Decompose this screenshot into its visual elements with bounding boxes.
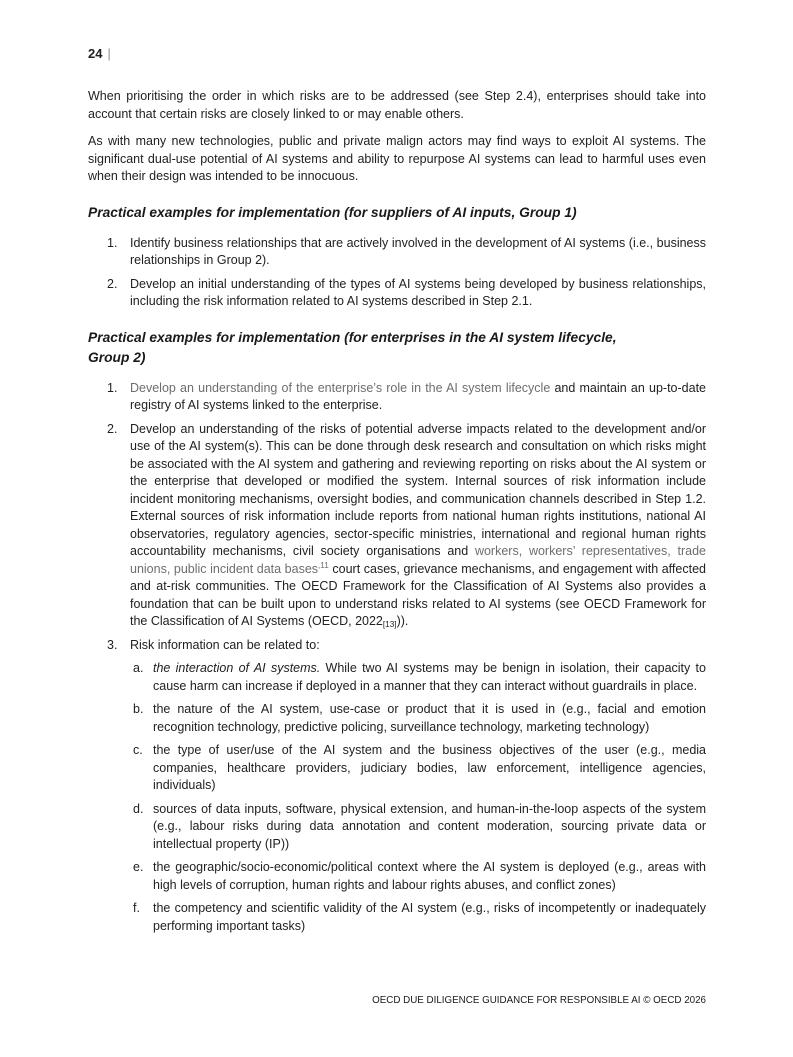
item-letter: b.	[133, 702, 144, 716]
sublist-item-d	[88, 801, 706, 854]
item-text: Develop an initial understanding of the types of AI systems being developed by business relationships, including the risk information related to AI systems described in Step 2.1.	[130, 276, 706, 308]
heading-group2	[88, 328, 706, 368]
page-number: 24	[88, 46, 103, 61]
list-item-g2-3	[88, 637, 706, 655]
item-letter: f.	[133, 901, 140, 915]
item-text: sources of data inputs, software, physical extension, and human-in-the-loop aspects of the system (e.g., labour risks during data annotation and content moderation, sourcing private data or intellectual property (IP))	[153, 801, 706, 851]
list-group2	[88, 380, 706, 936]
list-item-g2-2	[88, 421, 706, 631]
cross-reference-text: workers, workers’ representatives, trade unions, public incident data bases	[130, 544, 706, 576]
header-divider: |	[107, 47, 111, 61]
paragraph-risk-prioritisation: When prioritising the order in which risks are to be addressed (see Step 2.4), enterprises should take into account that certain risks are closely linked to or may enable others.	[88, 89, 706, 121]
item-text: Identify business relationships that are actively involved in the development of AI systems (i.e., business relationships in Group 2).	[130, 235, 706, 267]
item-text: the geographic/socio-economic/political context where the AI system is deployed (e.g., areas with high levels of corruption, human rights and labour rights abuses, and conflict zones)	[153, 860, 706, 892]
item-text	[153, 660, 706, 695]
item-text-rest: While two AI systems may be benign in isolation, their capacity to cause harm can increase if deployed in a manner that they can interact without guardrails in place.	[153, 661, 706, 693]
sublist-item-c	[88, 742, 706, 795]
page-header	[88, 46, 706, 62]
item-text	[130, 380, 706, 415]
list-item-g1-1	[88, 235, 706, 270]
item-letter: e.	[133, 860, 144, 874]
item-letter: d.	[133, 801, 144, 816]
sublist-item-e	[88, 859, 706, 894]
page-content	[88, 46, 706, 941]
item-text-part3: )).	[396, 614, 409, 628]
footnote-marker-11: ,11	[318, 560, 329, 570]
heading-group2-line1: Practical examples for implementation (for enterprises in the AI system lifecycle,	[88, 329, 617, 345]
item-number: 1.	[107, 235, 118, 250]
item-letter: a.	[133, 661, 144, 675]
cross-reference-text: Develop an understanding of the enterprise’s role in the AI system lifecycle	[130, 380, 551, 395]
citation-ref-13: [13]	[382, 620, 397, 629]
heading-group2-line2: Group 2)	[88, 349, 146, 365]
item-text: the nature of the AI system, use-case or product that it is used in (e.g., facial and emotion recognition technology, predictive policing, surveillance technology, marketing technology)	[153, 702, 706, 734]
item-number: 2.	[107, 276, 118, 291]
item-number: 1.	[107, 380, 118, 395]
item-number: 3.	[107, 637, 118, 652]
page-footer	[88, 995, 706, 1007]
heading-group1	[88, 203, 706, 223]
item-text-continued: and maintain an up-to-date registry of AI systems linked to the enterprise.	[130, 380, 706, 412]
heading-group1-text: Practical examples for implementation (for suppliers of AI inputs, Group 1)	[88, 204, 577, 220]
list-item-g2-1	[88, 380, 706, 415]
list-group1	[88, 235, 706, 311]
sublist-item-b	[88, 701, 706, 736]
item-text: the type of user/use of the AI system and the business objectives of the user (e.g., media companies, healthcare providers, judiciary bodies, law enforcement, intelligence agencies, individuals)	[153, 743, 706, 792]
footer-text: OECD DUE DILIGENCE GUIDANCE FOR RESPONSIBLE AI © OECD 2026	[372, 995, 706, 1006]
item-number: 2.	[107, 421, 118, 436]
item-text	[130, 421, 706, 631]
item-text-part1: Develop an understanding of the risks of potential adverse impacts related to the development and/or use of the AI system(s). This can be done through desk research and consultation on which risks might be associated with the AI system and gathering and reviewing reporting on risks about the AI system or the enterprise that developed or modified the system. Internal sources of risk information include incident monitoring mechanisms, oversight bodies, and communication channels described in Step 1.2. External sources of risk information include reports from national human rights institutions, national AI observatories, regulatory agencies, sector-specific ministries, international and regional human rights accountability mechanisms, civil society organisations and	[130, 421, 706, 558]
sublist-item-a	[88, 660, 706, 695]
item-text: Risk information can be related to:	[130, 637, 320, 652]
item-letter: c.	[133, 743, 143, 757]
sublist-item-f	[88, 900, 706, 935]
item-text-italic: the interaction of AI systems.	[153, 661, 321, 675]
item-text-part2: court cases, grievance mechanisms, and engagement with affected and at-risk communities. The OECD Framework for the Classification of AI Systems also provides a foundation that can be built upon to understand risks related to AI systems (see OECD Framework for the Classification of AI Systems (OECD, 2022	[130, 561, 706, 628]
list-item-g1-2	[88, 276, 706, 311]
paragraph-dual-use: As with many new technologies, public and private malign actors may find ways to exploit AI systems. The significant dual-use potential of AI systems and ability to repurpose AI systems can lead to harmful uses even when their design was intended to be innocuous.	[88, 134, 706, 183]
item-text: the competency and scientific validity of the AI system (e.g., risks of incompetently or inadequately performing important tasks)	[153, 901, 706, 933]
